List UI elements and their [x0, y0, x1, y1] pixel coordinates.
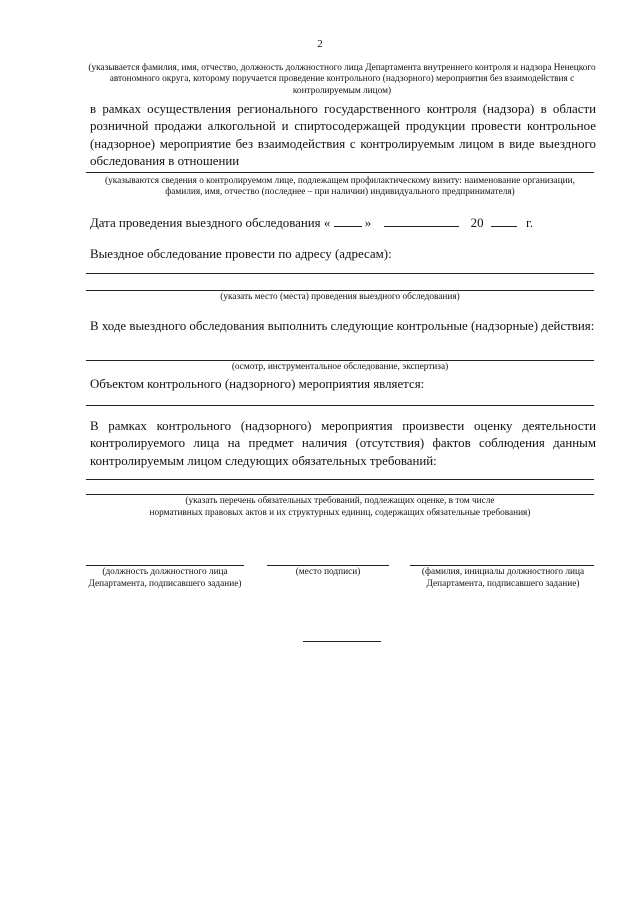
address-label: Выездное обследование провести по адресу (адресам): — [90, 247, 392, 261]
requirements-caption-1: (указать перечень обязательных требований, подлежащих оценке, в том числе — [185, 496, 495, 506]
object-line — [86, 405, 594, 406]
signature-place-line — [267, 565, 389, 566]
object-label: Объектом контрольного (надзорного) мероприятия является: — [90, 377, 425, 391]
date-close-quote: » — [364, 216, 372, 230]
requirements-caption-2: нормативных правовых актов и их структурных единиц, содержащих обязательные требования) — [149, 508, 531, 518]
address-line-1 — [86, 273, 594, 274]
signature-caption: (место подписи) — [295, 567, 361, 577]
requirements-line-2 — [86, 494, 594, 495]
year-suffix: г. — [526, 216, 534, 230]
end-separator-line — [303, 641, 381, 642]
controlled-person-caption: (указываются сведения о контролируемом лице, подлежащем профилактическому визиту: наименование организации, фамилия, имя, отчество (последнее – при наличии) индивидуального предпринимателя) — [105, 176, 575, 198]
name-caption: (фамилия, инициалы должностного лица Департамента, подписавшего задание) — [421, 567, 585, 589]
address-line-2 — [86, 290, 594, 291]
controlled-person-line — [86, 172, 594, 173]
official-caption: (указывается фамилия, имя, отчество, должность должностного лица Департамента внутреннего контроля и надзора Ненецкого автономного округа, которому поручается проведение контрольного (надзорного) мероприятия без взаимодействия с контролируемым лицом) — [88, 63, 596, 96]
year-prefix: 20 — [470, 216, 484, 230]
day-blank — [334, 214, 362, 227]
actions-paragraph: В ходе выездного обследования выполнить следующие контрольные (надзорные) действия: — [90, 319, 595, 333]
position-caption: (должность должностного лица Департамента, подписавшего задание) — [88, 567, 242, 589]
requirements-paragraph: В рамках контрольного (надзорного) мероприятия произвести оценку деятельности контролируемого лица на предмет наличия (отсутствия) фактов соблюдения данным контролируемым лицом следующих обязательных требований: — [90, 419, 596, 468]
date-line — [90, 214, 610, 232]
address-caption: (указать место (места) проведения выездного обследования) — [220, 292, 460, 302]
position-signature-line — [86, 565, 244, 566]
control-paragraph: в рамках осуществления регионального государственного контроля (надзора) в области розничной продажи алкогольной и спиртосодержащей продукции провести контрольное (надзорное) мероприятие без взаимодействия с контролируемым лицом в виде выездного обследования в отношении — [90, 102, 596, 169]
month-blank — [384, 214, 459, 227]
page-number: 2 — [317, 38, 323, 50]
actions-line — [86, 360, 594, 361]
year-blank — [491, 214, 517, 227]
date-label: Дата проведения выездного обследования « — [90, 216, 331, 230]
name-signature-line — [410, 565, 594, 566]
actions-caption: (осмотр, инструментальное обследование, экспертиза) — [231, 362, 449, 372]
requirements-line-1 — [86, 479, 594, 480]
